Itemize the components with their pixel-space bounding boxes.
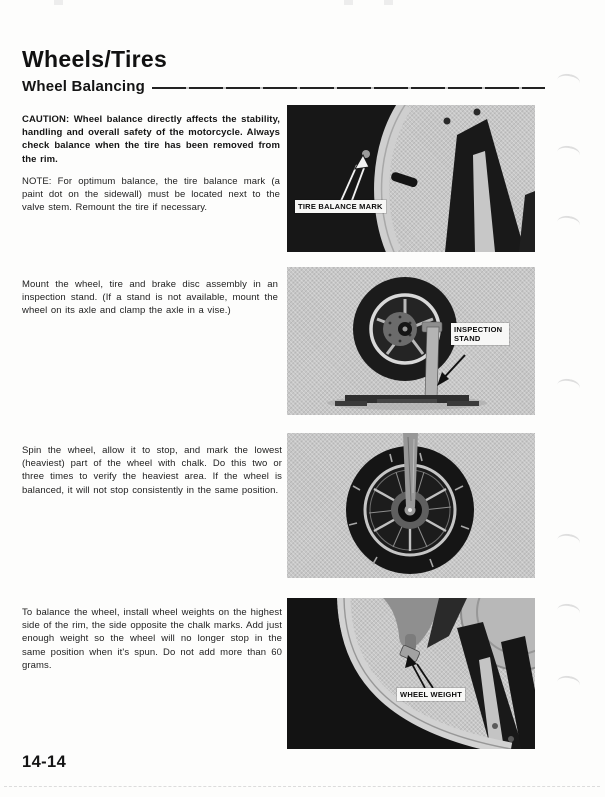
- binder-hole-mark: [556, 144, 581, 162]
- photo-tire-balance-mark: [287, 105, 535, 252]
- section-rule-line: [152, 87, 545, 89]
- binder-hole-mark: [556, 72, 581, 90]
- scan-artifact: [384, 0, 393, 5]
- page-number: 14-14: [22, 753, 67, 771]
- scan-artifact: [344, 0, 353, 5]
- binder-hole-mark: [556, 602, 581, 620]
- balance-wheel-paragraph: To balance the wheel, install wheel weights on the highest side of the rim, the side opposite the chalk marks. Add just enough weight so the wheel will no longer stop in the same position when it's spun. Do not add more than 60 grams.: [22, 606, 282, 672]
- caution-paragraph: CAUTION: Wheel balance directly affects the stability, handling and overall safety of the motorcycle. Always check balance when the tire has been removed from the rim.: [22, 113, 280, 165]
- page-title: Wheels/Tires: [22, 46, 168, 72]
- wheel-weight-photo-art: [287, 598, 535, 749]
- mount-wheel-paragraph: Mount the wheel, tire and brake disc assembly in an inspection stand. (If a stand is not available, mount the wheel on its axle and clamp the axle in a vise.): [22, 278, 278, 317]
- section-title: Wheel Balancing: [22, 78, 146, 95]
- wheel-weight-label: WHEEL WEIGHT: [397, 688, 465, 701]
- binder-hole-mark: [556, 674, 581, 692]
- binder-hole-mark: [556, 214, 581, 232]
- photo-spin-wheel: [287, 433, 535, 578]
- spin-wheel-paragraph: Spin the wheel, allow it to stop, and mark the lowest (heaviest) part of the wheel with chalk. Do this two or three times to verify the heaviest area. If the wheel is balanced, it will not stop consistently in the same position.: [22, 444, 282, 496]
- tire-balance-photo-art: [287, 105, 535, 252]
- wheel-weight-arrow: [405, 655, 433, 688]
- binder-hole-mark: [556, 532, 581, 550]
- inspection-stand-label: INSPECTION STAND: [451, 323, 509, 345]
- note-paragraph: NOTE: For optimum balance, the tire balance mark (a paint dot on the sidewall) must be located next to the valve stem. Remount the tire if necessary.: [22, 175, 280, 214]
- tire-balance-mark-label: TIRE BALANCE MARK: [295, 200, 386, 213]
- section-heading-row: [22, 78, 545, 95]
- photo-inspection-stand: [287, 267, 535, 415]
- scan-edge-line: [4, 786, 600, 787]
- photo-wheel-weight: [287, 598, 535, 749]
- binder-hole-mark: [556, 377, 581, 395]
- spin-wheel-photo-art: [287, 433, 535, 578]
- scan-artifact: [54, 0, 63, 5]
